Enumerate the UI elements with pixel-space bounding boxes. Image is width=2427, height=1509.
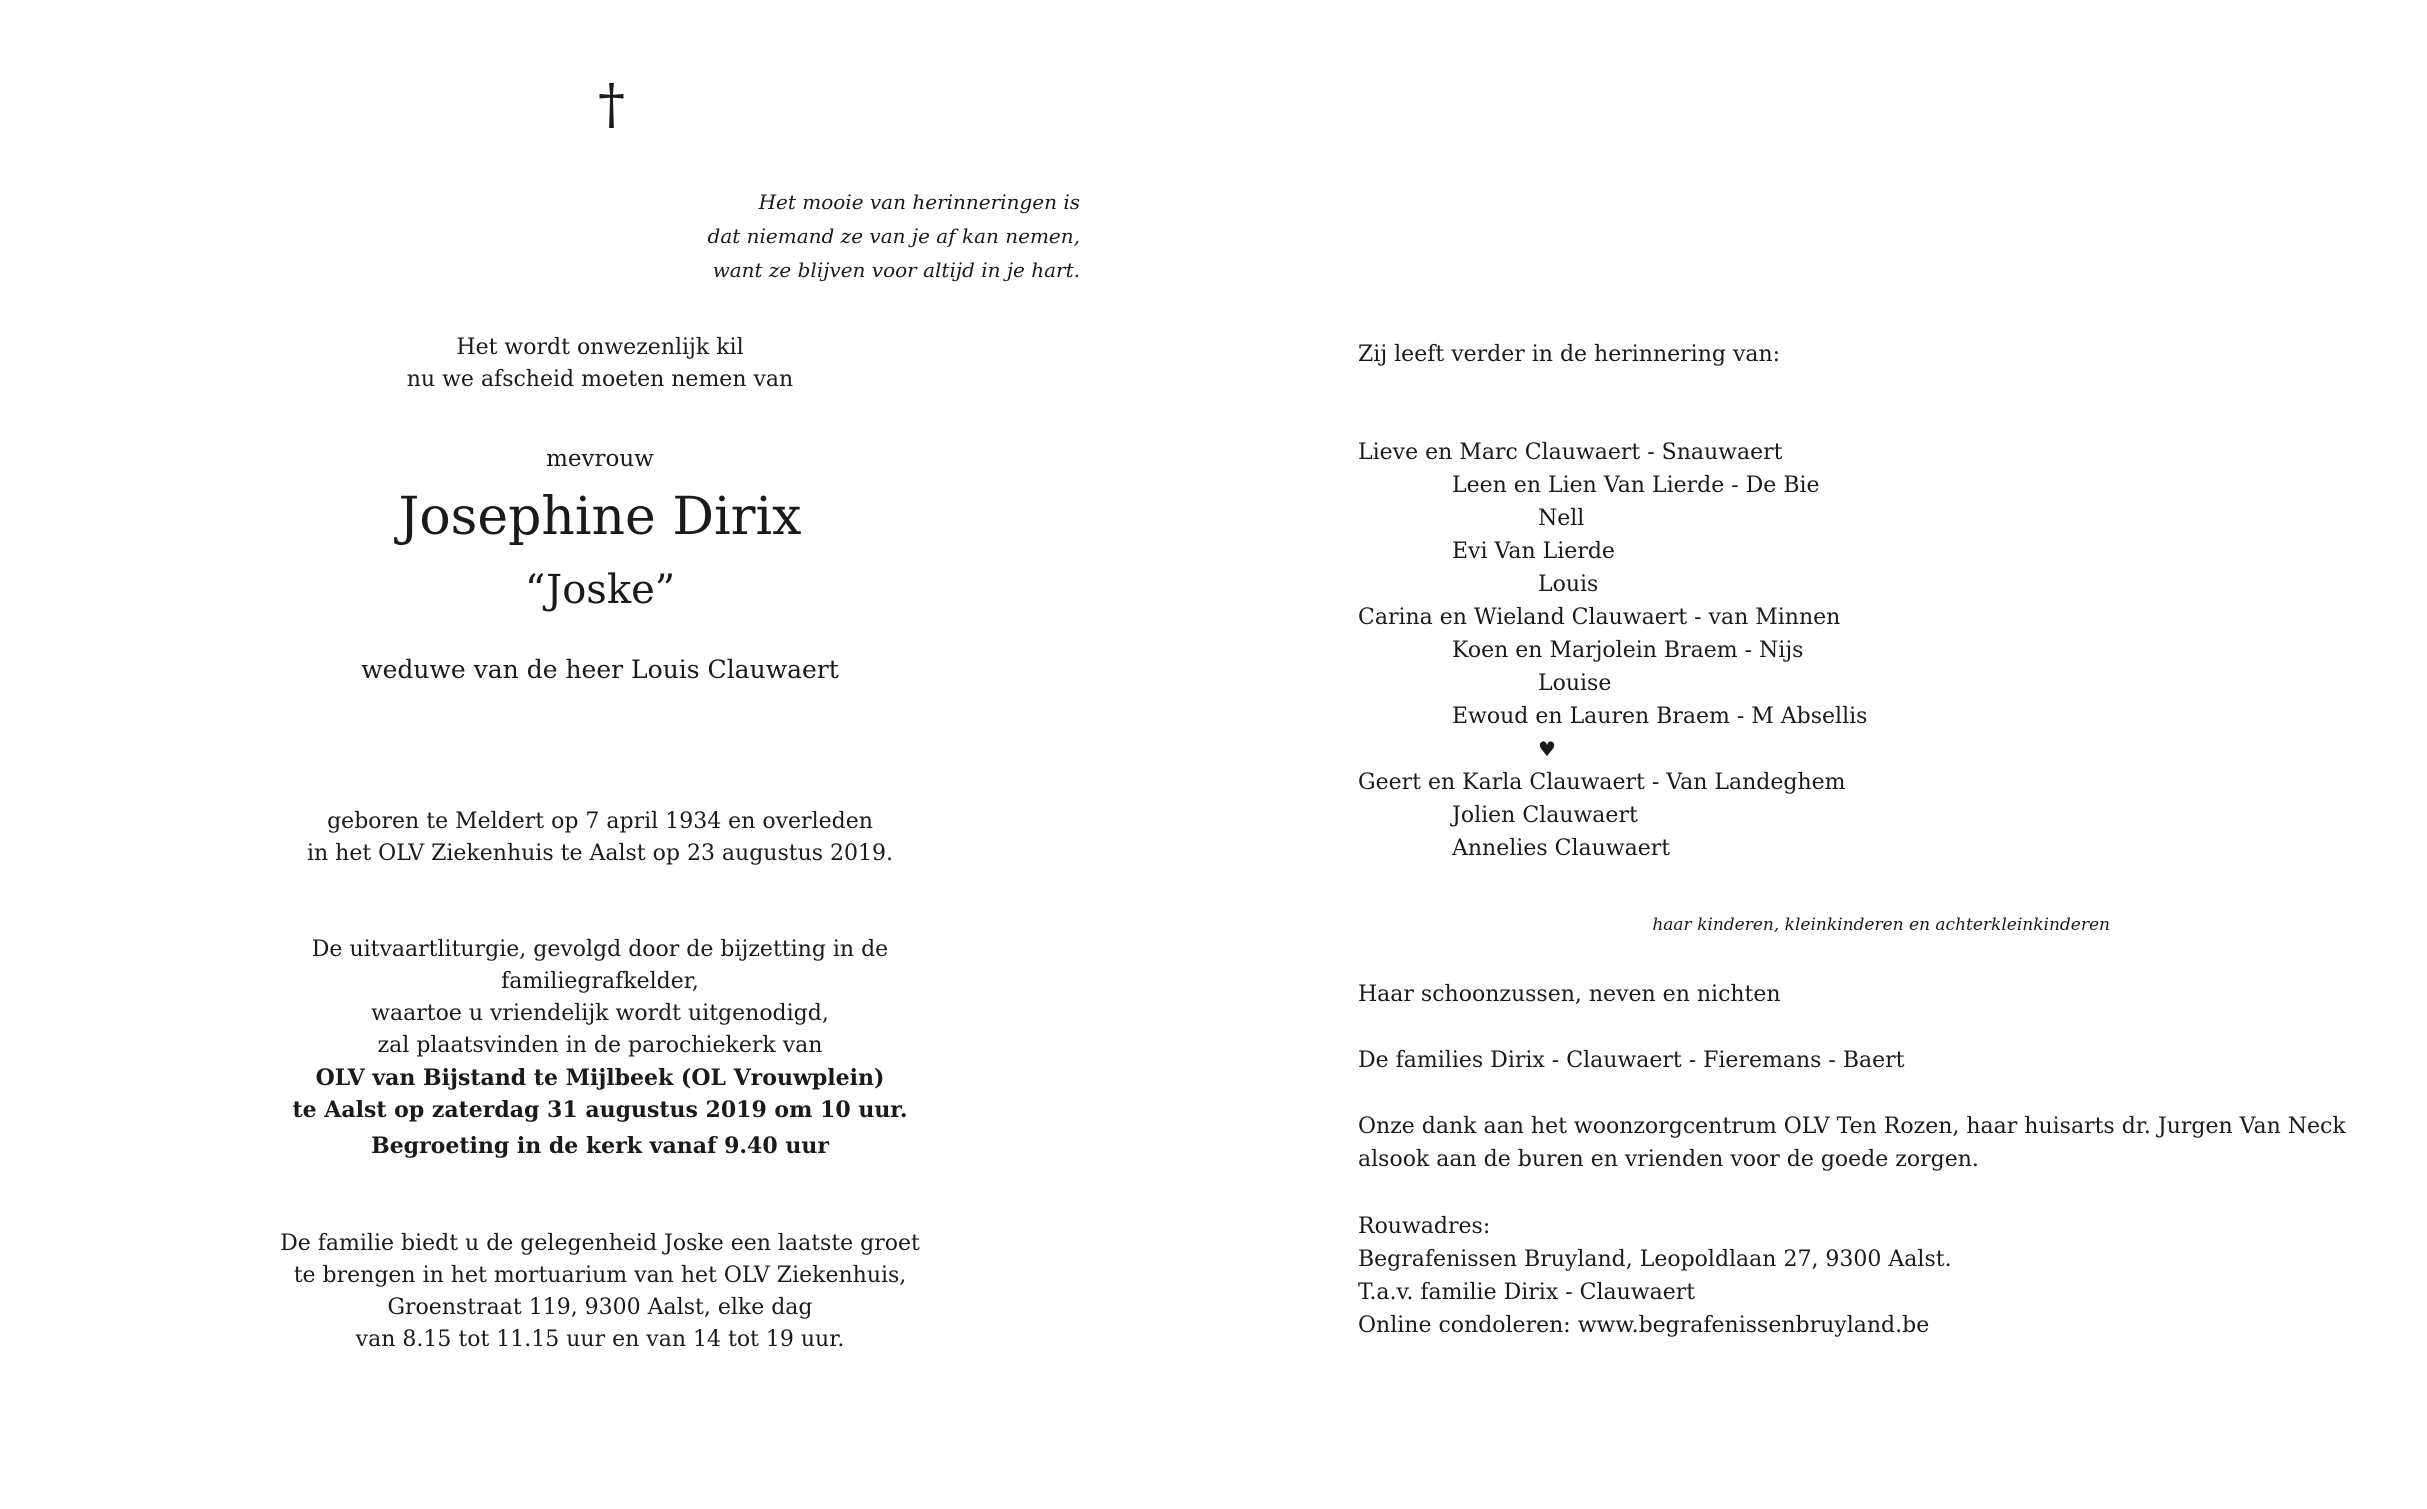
title-prefix: mevrouw (546, 446, 654, 472)
ceremony-location: OLV van Bijstand te Mijlbeek (OL Vrouwplein) (315, 1065, 885, 1091)
ceremony-datetime: te Aalst op zaterdag 31 augustus 2019 om 10 uur. (292, 1097, 908, 1123)
born-line: geboren te Meldert op 7 april 1934 en overleden (327, 809, 873, 834)
family-member: Annelies Clauwaert (1452, 836, 1671, 861)
family-member: Louis (1538, 572, 1599, 597)
thanks-line: Onze dank aan het woonzorgcentrum OLV Ten Rozen, haar huisarts dr. Jurgen Van Neck (1358, 1114, 2346, 1139)
family-member: Ewoud en Lauren Braem - M Absellis (1452, 704, 1868, 729)
family-member: Geert en Karla Clauwaert - Van Landeghem (1358, 770, 1846, 795)
in-laws: Haar schoonzussen, neven en nichten (1358, 982, 1781, 1007)
intro-line: nu we afscheid moeten nemen van (406, 367, 794, 392)
deceased-name: Josephine Dirix (398, 487, 802, 547)
address-line: T.a.v. familie Dirix - Clauwaert (1358, 1280, 1696, 1305)
thanks-text (1358, 1110, 2346, 1176)
cross-icon: † (598, 73, 625, 136)
family-member: Nell (1538, 506, 1585, 531)
mortuary-line: te brengen in het mortuarium van het OLV Ziekenhuis, (293, 1263, 907, 1288)
family-member: Koen en Marjolein Braem - Nijs (1452, 638, 1804, 663)
birth-death-info (240, 806, 960, 870)
condolence-link[interactable]: Online condoleren: www.begrafenissenbruyland.be (1358, 1313, 1930, 1338)
family-member: Jolien Clauwaert (1452, 803, 1638, 828)
deceased-nickname: “Joske” (524, 567, 676, 613)
ceremony-line: waartoe u vriendelijk wordt uitgenodigd, (371, 1001, 829, 1026)
mortuary-line: van 8.15 tot 11.15 uur en van 14 tot 19 uur. (355, 1327, 845, 1352)
thanks-line: alsook aan de buren en vrienden voor de goede zorgen. (1358, 1147, 1979, 1172)
memorial-quote (560, 185, 1080, 287)
families-line: De families Dirix - Clauwaert - Fieremans - Baert (1358, 1048, 1905, 1073)
greeting-time: Begroeting in de kerk vanaf 9.40 uur (371, 1133, 829, 1159)
widow-line: weduwe van de heer Louis Clauwaert (361, 655, 839, 684)
quote-line: Het mooie van herinneringen is (758, 190, 1080, 214)
mortuary-line: Groenstraat 119, 9300 Aalst, elke dag (387, 1295, 813, 1320)
heart-icon: ♥ (1538, 737, 1556, 761)
address-line: Begrafenissen Bruyland, Leopoldlaan 27, 9300 Aalst. (1358, 1247, 1952, 1272)
ceremony-line: zal plaatsvinden in de parochiekerk van (377, 1033, 823, 1058)
mourning-address (1358, 1210, 1952, 1342)
born-line: in het OLV Ziekenhuis te Aalst op 23 augustus 2019. (306, 841, 894, 866)
mortuary-info (240, 1228, 960, 1356)
intro-line: Het wordt onwezenlijk kil (456, 335, 744, 360)
family-member: Louise (1538, 671, 1612, 696)
family-heading: Zij leeft verder in de herinnering van: (1358, 342, 1781, 367)
quote-line: want ze blijven voor altijd in je hart. (712, 258, 1080, 282)
mortuary-line: De familie biedt u de gelegenheid Joske een laatste groet (280, 1231, 920, 1256)
family-member: Lieve en Marc Clauwaert - Snauwaert (1358, 440, 1783, 465)
family-caption: haar kinderen, kleinkinderen en achterkleinkinderen (1652, 915, 2110, 935)
quote-line: dat niemand ze van je af kan nemen, (707, 224, 1080, 248)
family-list (1358, 436, 1867, 865)
family-member: Carina en Wieland Clauwaert - van Minnen (1358, 605, 1841, 630)
family-member: Evi Van Lierde (1452, 539, 1615, 564)
family-member: Leen en Lien Van Lierde - De Bie (1452, 473, 1820, 498)
address-label: Rouwadres: (1358, 1214, 1491, 1239)
ceremony-line: De uitvaartliturgie, gevolgd door de bijzetting in de familiegrafkelder, (311, 937, 889, 994)
intro-text (240, 332, 960, 396)
funeral-ceremony (240, 934, 960, 1126)
